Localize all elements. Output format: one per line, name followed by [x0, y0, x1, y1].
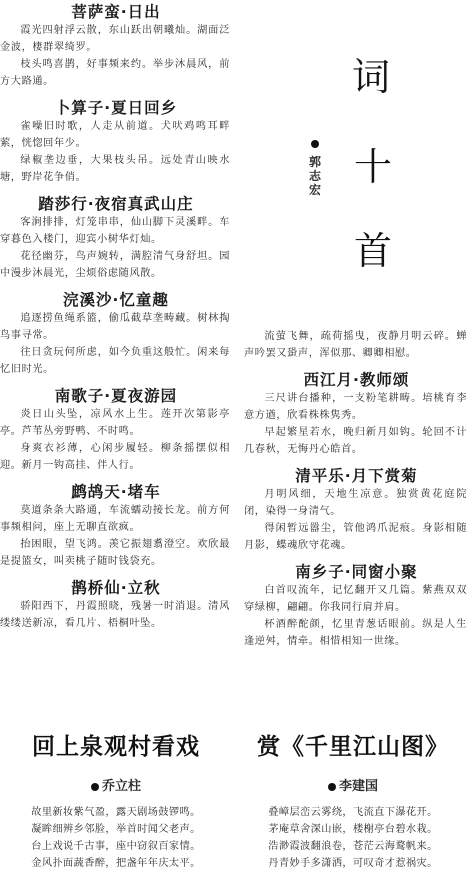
- poem-line: 丹青妙手多潇洒，可叹奇才惹祸灾。: [268, 858, 438, 869]
- feature-author: [307, 136, 323, 197]
- poem-paragraph: 流萤飞舞，疏荷摇曳，夜静月明云碎。蝉声吟罢又蛩声，浑似那、卿卿相慰。: [244, 331, 467, 359]
- poem-block: [0, 96, 232, 186]
- poem-block: [244, 368, 469, 458]
- poem-block: [244, 560, 469, 650]
- poem-paragraph: 三尺讲台播种，一支粉笔耕畴。培桃育李意方遒，欣看株株隽秀。: [244, 393, 467, 421]
- poem-line: 凝眸细辨乡邻脸，举首时闻父老声。: [31, 824, 201, 835]
- poem-paragraph: 枝头鸣喜鹊，好事频来约。举步沐晨风，前方大路通。: [0, 59, 230, 87]
- poem-paragraph: 莫道条条大路通，车流蠕动接长龙。前方何事频相问，座上无聊直欲疯。: [0, 505, 230, 533]
- right-column: [244, 328, 469, 656]
- poem-continuation: [244, 328, 469, 362]
- poem-block: [0, 288, 232, 378]
- poem-title: 踏莎行·夜宿真武山庄: [38, 195, 194, 213]
- poem-author: [0, 775, 232, 794]
- poem-title: 南乡子·同窗小聚: [295, 563, 418, 581]
- poem-paragraph: 白首叹流年，记忆翻开又几篇。紫燕双双穿绿柳，翩翩。你我同行肩并肩。: [244, 585, 467, 613]
- author-bullet-icon: [311, 140, 319, 148]
- poem-paragraph: 身爽衣衫薄，心闲步履轻。柳条摇摆似相迎。新月一钩高挂、伴人行。: [0, 443, 230, 471]
- feature-author-char: 郭: [308, 155, 321, 169]
- poem-title: 菩萨蛮·日出: [71, 3, 161, 21]
- poem-paragraph: 骄阳西下，丹霞照晓，残暑一时消退。清风缕缕送新凉，看几片、梧桐叶坠。: [0, 601, 230, 629]
- poem-title: 南歌子·夏夜游园: [54, 387, 178, 405]
- feature-title-char-3: 首: [354, 229, 393, 273]
- poem-title: 回上泉观村看戏: [32, 734, 200, 760]
- poem-paragraph: 追逐捞鱼绳系篮，偷瓜截草垄畴藏。树林掏鸟事寻常。: [0, 313, 230, 341]
- poem-paragraph: 客涧排排，灯笼串串，仙山脚下灵溪畔。车穿暮色入楼门，迎宾小树华灯灿。: [0, 217, 230, 245]
- poem-paragraph: 炎日山头坠，凉风水上生。莲开次第影亭亭。芦苇丛旁野鸭、不时鸣。: [0, 409, 230, 437]
- poem-title: 西江月·教师颂: [303, 371, 410, 389]
- feature-author-char: 宏: [308, 183, 321, 197]
- left-poem-list: [0, 0, 232, 632]
- author-name: 李建国: [338, 779, 378, 794]
- poem-block: [0, 576, 232, 632]
- poem-line: 茅庵草舍深山嵌，楼榭亭台碧水栽。: [268, 824, 438, 835]
- poem-paragraph: 得闲暂远嚣尘，管他鸿爪泥痕。身影相随月影，蝶魂欣守花魂。: [244, 523, 467, 551]
- poem-line: 浩渺霞波翻浪卷，苍茫云海鹜帆来。: [268, 841, 438, 852]
- poem-line: 故里新妆紫气盈，露天剧场鼓锣鸣。: [31, 807, 201, 818]
- poem-title: 鹧鸪天·堵车: [71, 483, 161, 501]
- right-poem-list: [244, 368, 469, 650]
- bottom-left-poem: [0, 728, 232, 872]
- author-name: 乔立柱: [101, 779, 141, 794]
- poem-paragraph: 月明风细，天地生凉意。独赏黄花庭院闭，染得一身清气。: [244, 489, 467, 517]
- poem-block: [0, 480, 232, 570]
- poem-paragraph: 霞光四射浮云散，东山跃出朝曦灿。湖面泛金波，棲群翠绮罗。: [0, 25, 230, 53]
- poem-paragraph: 抬困眼，望飞鸿。羡它振翅翥澄空。欢欣最是提篮女，叫卖桃子随时钱袋充。: [0, 539, 230, 567]
- poem-paragraph: 往日贪玩何所虑，如今负重这般忙。闲来每忆旧时光。: [0, 347, 230, 375]
- feature-title-char-1: 词: [352, 55, 391, 99]
- poem-paragraph: 花径幽芬，鸟声婉转，满腔清气身舒坦。园中漫步沐晨光，尘烦俗虑随风散。: [0, 251, 230, 279]
- author-bullet-icon: [91, 783, 99, 791]
- poem-title: 鹊桥仙·立秋: [71, 579, 161, 597]
- poem-block: [0, 0, 232, 90]
- bottom-right-poem: [237, 728, 469, 872]
- poem-paragraph: 雀噪旧时歌，人走从前道。犬吠鸡鸣耳畔萦，恍惚回年少。: [0, 121, 230, 149]
- left-column: [0, 0, 232, 638]
- poem-line: 台上戏说千古事，座中窃叙百家情。: [31, 841, 201, 852]
- poem-block: [0, 384, 232, 474]
- feature-author-char: 志: [308, 169, 321, 183]
- poem-paragraph: 早起繁星若水，晚归新月如钩。轮回不计几春秋，无悔丹心皓首。: [244, 427, 467, 455]
- poem-paragraph: 杯酒醉酡颜，忆里青葱话眼前。纵是人生逢逆舛，情牵。相惜相知一世缘。: [244, 619, 467, 647]
- feature-title-char-2: 十: [354, 145, 393, 189]
- poem-title: 清平乐·月下赏菊: [295, 467, 418, 485]
- poem-title: 赏《千里江山图》: [257, 734, 449, 760]
- poem-block: [244, 464, 469, 554]
- poem-author: [237, 775, 469, 794]
- poem-title: 浣溪沙·忆童趣: [63, 291, 169, 309]
- poem-block: [0, 192, 232, 282]
- poem-line: 金风扑面蔬香醉，把盏年年庆太平。: [31, 858, 201, 869]
- poem-line: 叠嶂层峦云雾绕，飞流直下瀑花开。: [268, 807, 438, 818]
- poem-paragraph: 绿椒垄边垂，大果枝头吊。远处青山映水塘，野岸花争俏。: [0, 155, 230, 183]
- poem-title: 卜算子·夏日回乡: [54, 99, 178, 117]
- author-bullet-icon: [328, 783, 336, 791]
